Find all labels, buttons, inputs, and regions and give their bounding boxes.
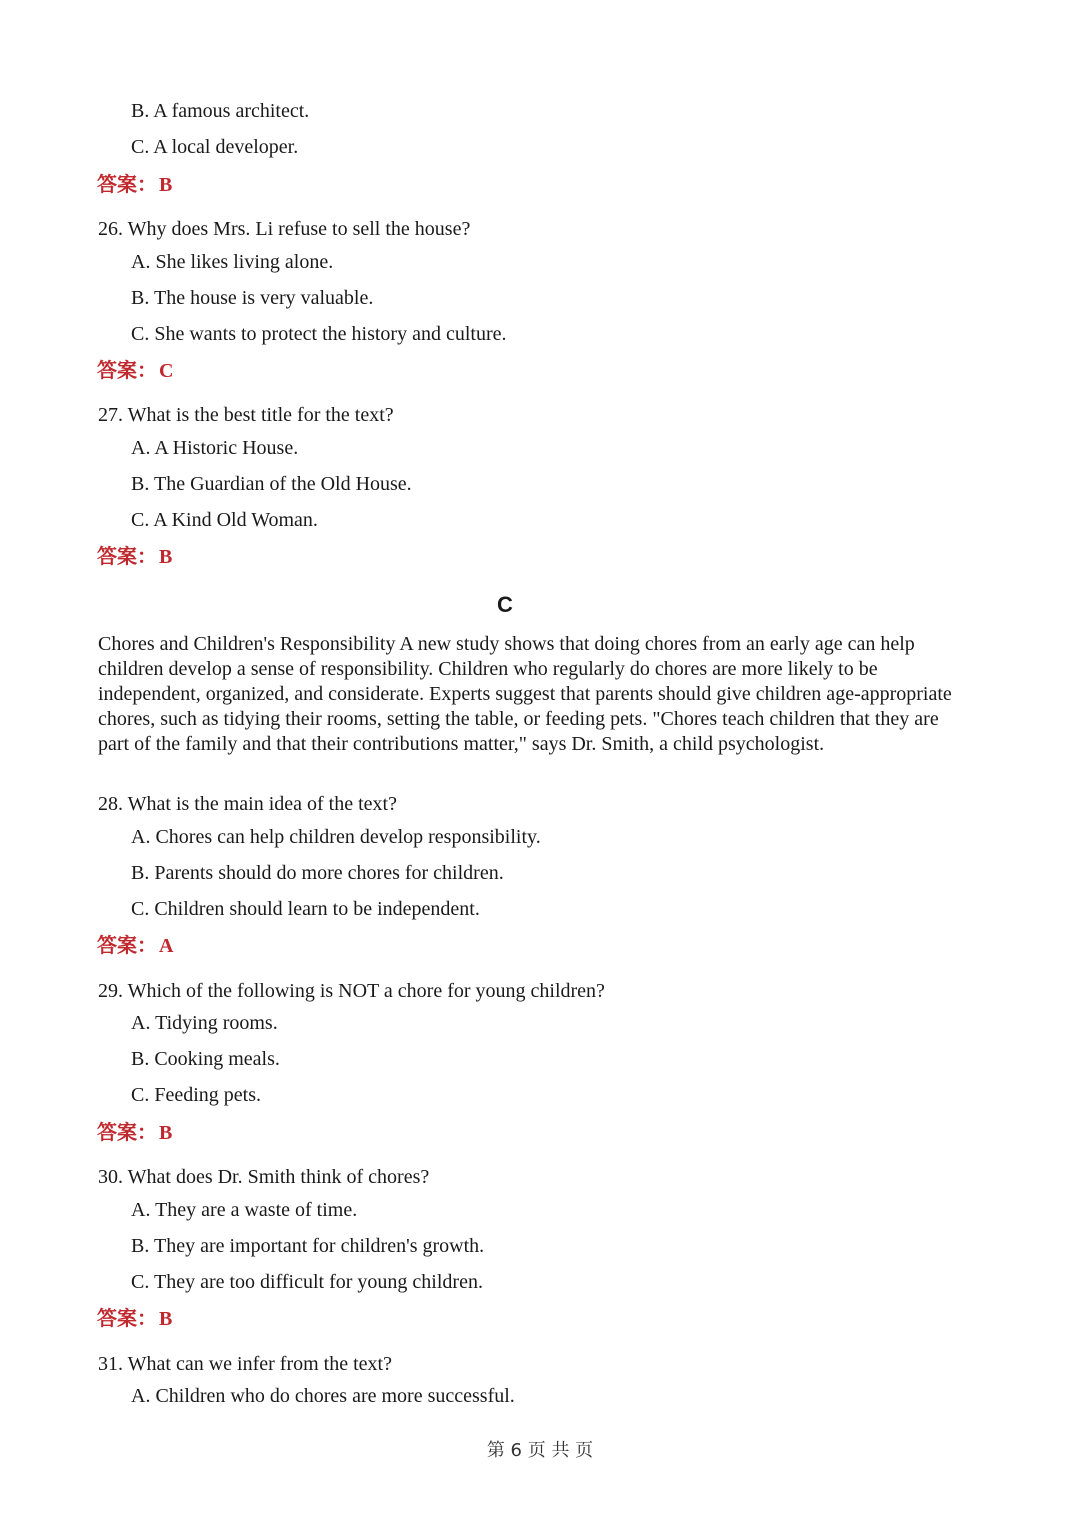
q25-option-c: C. A local developer.	[131, 136, 299, 158]
answer-label: 答案：	[97, 933, 157, 957]
q30-answer	[97, 1306, 172, 1331]
q29-answer	[97, 1120, 172, 1145]
answer-label: 答案：	[97, 1120, 157, 1144]
answer-label: 答案：	[97, 544, 157, 568]
q30-option-b: B. They are important for children's growth.	[131, 1235, 485, 1257]
answer-letter: B	[159, 1308, 173, 1330]
answer-letter: B	[159, 174, 173, 196]
q29-option-a: A. Tidying rooms.	[131, 1012, 278, 1034]
page-footer: 第 6 页 共 页	[486, 1440, 594, 1461]
q26-question: 26. Why does Mrs. Li refuse to sell the house?	[98, 218, 471, 240]
answer-label: 答案：	[97, 172, 157, 196]
answer-letter: A	[159, 935, 174, 957]
q27-question: 27. What is the best title for the text?	[98, 404, 394, 426]
q26-option-b: B. The house is very valuable.	[131, 287, 374, 309]
q27-option-b: B. The Guardian of the Old House.	[131, 473, 412, 495]
answer-label: 答案：	[97, 358, 157, 382]
q30-option-a: A. They are a waste of time.	[131, 1199, 358, 1221]
q29-option-b: B. Cooking meals.	[131, 1048, 280, 1070]
answer-letter: B	[159, 1122, 173, 1144]
q28-question: 28. What is the main idea of the text?	[98, 793, 397, 815]
reading-passage: Chores and Children's Responsibility A new study shows that doing chores from an early age can help children develop a sense of responsibility. Children who regularly do chores are more likely to be independent, organized, and considerate. Experts suggest that parents should give children age-appropriate chores, such as tidying their rooms, setting the table, or feeding pets. "Chores teach children that they are part of the family and that their contributions matter," says Dr. Smith, a child psychologist.	[98, 633, 952, 755]
q30-option-c: C. They are too difficult for young children.	[131, 1271, 483, 1293]
q28-option-c: C. Children should learn to be independent.	[131, 898, 480, 920]
answer-letter: B	[159, 546, 173, 568]
q28-option-a: A. Chores can help children develop responsibility.	[131, 826, 541, 848]
q29-question: 29. Which of the following is NOT a chore for young children?	[98, 980, 605, 1002]
q31-option-a: A. Children who do chores are more successful.	[131, 1385, 515, 1407]
q26-answer	[97, 358, 173, 383]
q28-answer	[97, 933, 173, 958]
q26-option-a: A. She likes living alone.	[131, 251, 334, 273]
q27-option-a: A. A Historic House.	[131, 437, 299, 459]
q28-option-b: B. Parents should do more chores for children.	[131, 862, 504, 884]
q30-question: 30. What does Dr. Smith think of chores?	[98, 1166, 430, 1188]
q29-option-c: C. Feeding pets.	[131, 1084, 261, 1106]
answer-letter: C	[159, 360, 174, 382]
q27-answer	[97, 544, 172, 569]
q25-option-b: B. A famous architect.	[131, 100, 310, 122]
q31-question: 31. What can we infer from the text?	[98, 1353, 392, 1375]
section-heading: C	[497, 592, 513, 617]
answer-label: 答案：	[97, 1306, 157, 1330]
q27-option-c: C. A Kind Old Woman.	[131, 509, 318, 531]
q26-option-c: C. She wants to protect the history and culture.	[131, 323, 507, 345]
q25-answer	[97, 172, 172, 197]
